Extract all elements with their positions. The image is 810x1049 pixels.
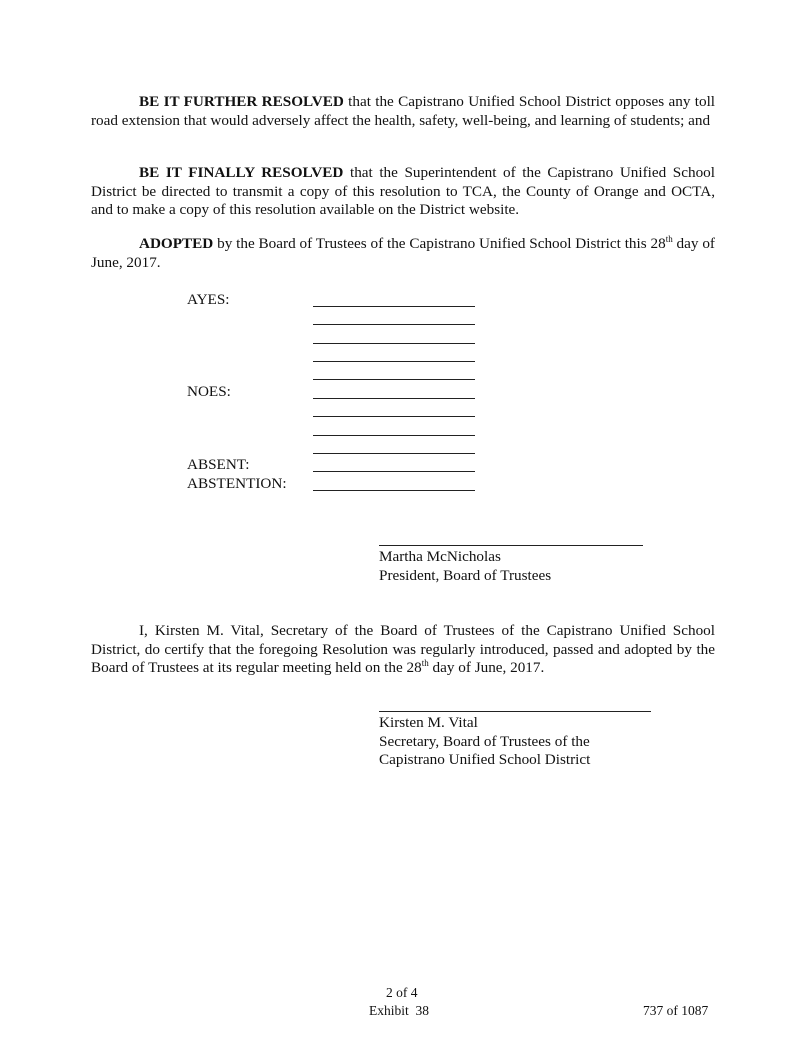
vote-blank-line <box>313 453 475 454</box>
certification-text-after: day of June, 2017. <box>428 659 545 676</box>
abstention-label: ABSTENTION: <box>187 475 287 492</box>
secretary-signature-line <box>379 711 651 712</box>
noes-label: NOES: <box>187 383 231 400</box>
president-name: Martha McNicholas <box>379 548 501 565</box>
vote-blank-line <box>313 471 475 472</box>
page-number: 2 of 4 <box>386 985 418 1000</box>
exhibit-label: Exhibit 38 <box>369 1003 429 1018</box>
adopted-lead: ADOPTED <box>139 235 214 252</box>
secretary-name: Kirsten M. Vital <box>379 714 478 731</box>
further-resolved-lead: BE IT FURTHER RESOLVED <box>139 93 344 110</box>
adopted-text-after: day of June, 2017. <box>91 235 715 271</box>
adopted-ordinal: th <box>665 233 673 244</box>
bates-page-count: 737 of 1087 <box>643 1003 709 1018</box>
ayes-label: AYES: <box>187 291 230 308</box>
certification-paragraph <box>91 622 715 678</box>
further-resolved-text: that the Capistrano Unified School District opposes any toll road extension that would adversely affect the health, safety, well-being, and learning of students; and <box>91 93 716 129</box>
vote-blank-line <box>313 361 475 362</box>
vote-blank-line <box>313 490 475 491</box>
president-title: President, Board of Trustees <box>379 567 552 584</box>
vote-blank-line <box>313 416 475 417</box>
vote-blank-line <box>313 398 475 399</box>
vote-blank-line <box>313 306 475 307</box>
vote-blank-line <box>313 324 475 325</box>
vote-blank-line <box>313 343 475 344</box>
secretary-title-line2: Capistrano Unified School District <box>379 751 591 768</box>
certification-ordinal: th <box>421 657 429 668</box>
finally-resolved-text: that the Superintendent of the Capistrano Unified School District be directed to transmit a copy of this resolution to TCA, the County of Orange and OCTA, and to make a copy of this resolution available on the District website. <box>91 164 715 218</box>
certification-text-before: I, Kirsten M. Vital, Secretary of the Board of Trustees of the Capistrano Unified School District, do certify that the foregoing Resolution was regularly introduced, passed and adopted by the Board of Trustees at its regular meeting held on the 28 <box>91 622 715 676</box>
vote-blank-line <box>313 379 475 380</box>
adopted-text-before: by the Board of Trustees of the Capistrano Unified School District this 28 <box>213 235 666 252</box>
finally-resolved-lead: BE IT FINALLY RESOLVED <box>139 164 344 181</box>
secretary-title-line1: Secretary, Board of Trustees of the <box>379 733 590 750</box>
adopted-paragraph <box>91 235 715 272</box>
vote-blank-line <box>313 435 475 436</box>
absent-label: ABSENT: <box>187 456 250 473</box>
finally-resolved-paragraph <box>91 164 715 220</box>
president-signature-line <box>379 545 643 546</box>
further-resolved-paragraph <box>91 93 715 130</box>
